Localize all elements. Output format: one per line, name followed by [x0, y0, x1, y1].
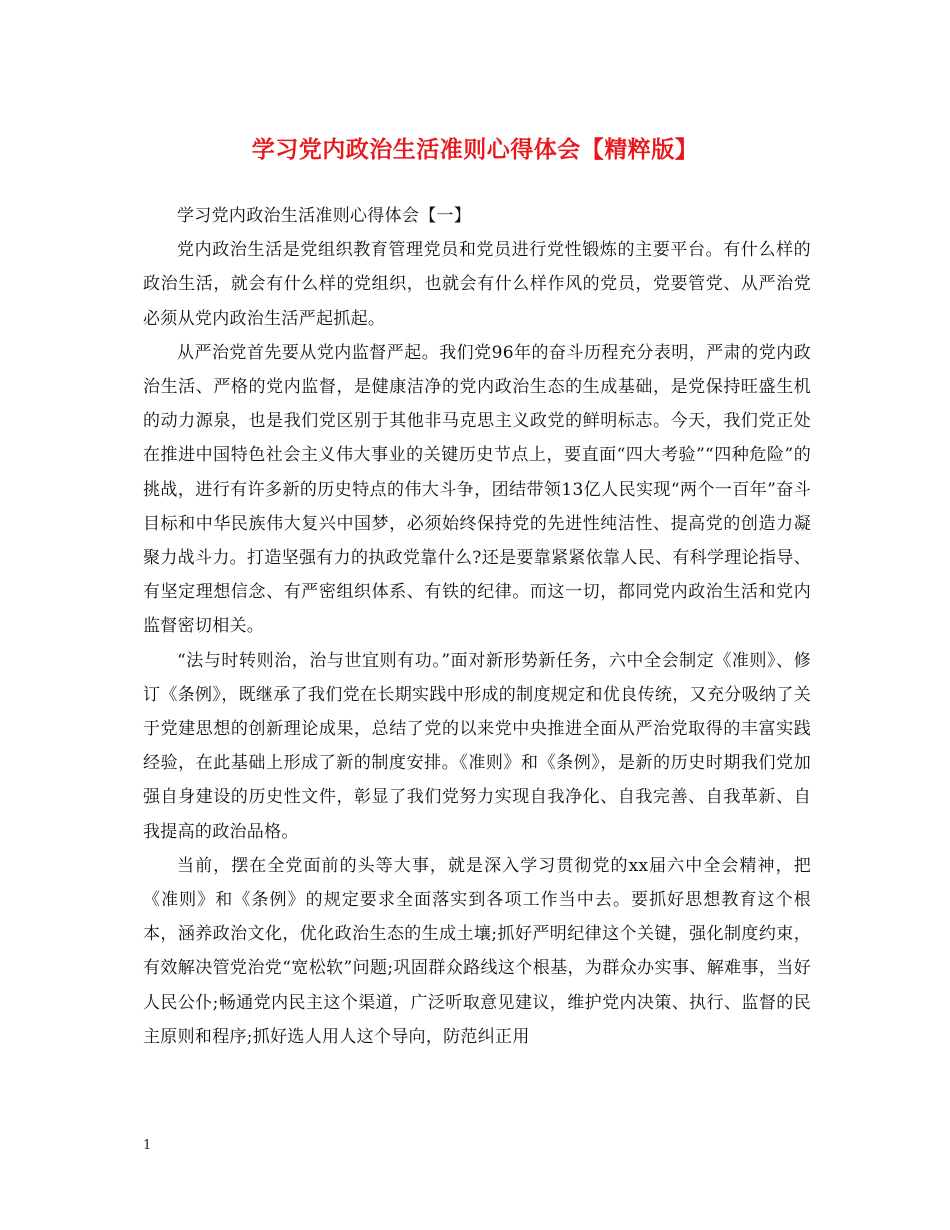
section-heading: 学习党内政治生活准则心得体会【一】: [177, 206, 472, 226]
document-body: [143, 199, 811, 1054]
document-title: 学习党内政治生活准则心得体会【精粹版】: [251, 136, 699, 163]
paragraph-3: “法与时转则治，治与世宜则有功。”面对新形势新任务，六中全会制定《准则》、修订《条例》，既继承了我们党在长期实践中形成的制度规定和优良传统，又充分吸纳了关于党建思想的创新理论成果，总结了党的以来党中央推进全面从严治党取得的丰富实践经验，在此基础上形成了新的制度安排。《准则》和《条例》，是新的历史时期我们党加强自身建设的历史性文件，彰显了我们党努力实现自我净化、自我完善、自我革新、自我提高的政治品格。: [143, 650, 811, 842]
paragraph-4: 当前，摆在全党面前的头等大事，就是深入学习贯彻党的xx届六中全会精神，把《准则》和《条例》的规定要求全面落实到各项工作当中去。要抓好思想教育这个根本，涵养政治文化，优化政治生态的生成土壤;抓好严明纪律这个关键，强化制度约束，有效解决管党治党“宽松软”问题;巩固群众路线这个根基，为群众办实事、解难事，当好人民公仆;畅通党内民主这个渠道，广泛听取意见建议，维护党内决策、执行、监督的民主原则和程序;抓好选人用人这个导向，防范纠正用: [143, 855, 811, 1047]
paragraph-2: 从严治党首先要从党内监督严起。我们党96年的奋斗历程充分表明，严肃的党内政治生活、严格的党内监督，是健康洁净的党内政治生态的生成基础，是党保持旺盛生机的动力源泉，也是我们党区别于其他非马克思主义政党的鲜明标志。今天，我们党正处在推进中国特色社会主义伟大事业的关键历史节点上，要直面“四大考验”“四种危险”的挑战，进行有许多新的历史特点的伟大斗争，团结带领13亿人民实现“两个一百年”奋斗目标和中华民族伟大复兴中国梦，必须始终保持党的先进性纯洁性、提高党的创造力凝聚力战斗力。打造坚强有力的执政党靠什么?还是要靠紧紧依靠人民、有科学理论指导、有坚定理想信念、有严密组织体系、有铁的纪律。而这一切，都同党内政治生活和党内监督密切相关。: [143, 342, 811, 637]
page-number: 1: [143, 1138, 152, 1153]
paragraph-1: 党内政治生活是党组织教育管理党员和党员进行党性锻炼的主要平台。有什么样的政治生活，就会有什么样的党组织，也就会有什么样作风的党员，党要管党、从严治党必须从党内政治生活严起抓起。: [143, 240, 811, 329]
